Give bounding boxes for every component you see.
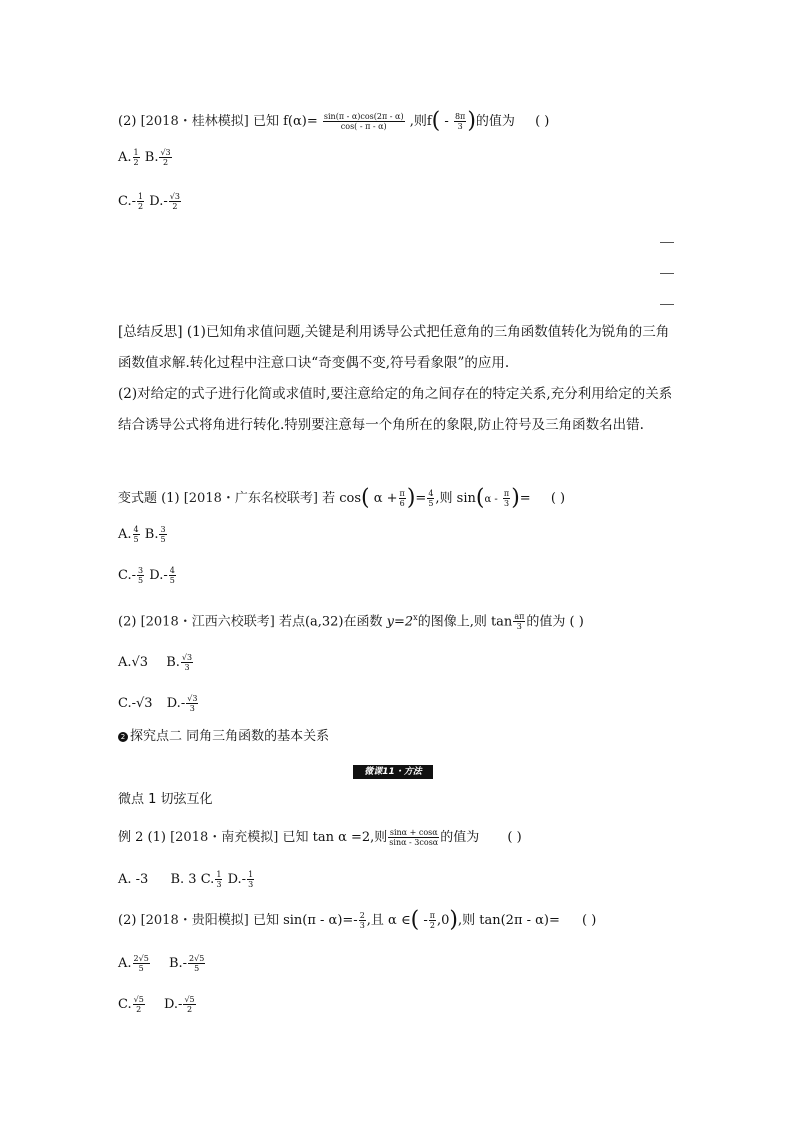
- numerator: √3: [160, 148, 171, 157]
- denominator: 3: [248, 880, 254, 889]
- minus-sign: -: [180, 696, 186, 711]
- paren-left: (: [475, 485, 485, 511]
- stem-text: ,则: [409, 114, 427, 129]
- numerator: √5: [133, 995, 144, 1004]
- answer-blank[interactable]: ( ): [569, 614, 584, 630]
- paren-right: ): [511, 485, 520, 511]
- stem-text: α -: [484, 494, 498, 505]
- denominator: 2: [133, 1004, 145, 1014]
- denominator: 5: [428, 499, 434, 508]
- fraction: [359, 911, 366, 930]
- options-cd: [118, 566, 177, 585]
- option-b-label[interactable]: B.: [168, 956, 183, 971]
- denominator: 2: [169, 201, 181, 211]
- fraction: [133, 148, 140, 167]
- options-cd: [118, 694, 199, 713]
- denominator: 3: [181, 662, 193, 672]
- paren-left: (: [431, 108, 441, 134]
- numerator: 4: [133, 525, 139, 534]
- fraction: [183, 995, 195, 1014]
- option-b-label[interactable]: B.: [166, 655, 180, 670]
- numerator: √5: [184, 995, 195, 1004]
- denominator: 5: [188, 963, 205, 973]
- fraction: [133, 995, 145, 1014]
- stem-text: ,0: [437, 913, 450, 928]
- equals-sign: =: [519, 491, 531, 506]
- denominator: 2: [429, 921, 435, 930]
- denominator: 2: [183, 1004, 195, 1014]
- source-reference: [2018・桂林模拟]: [140, 114, 249, 129]
- question-number: 变式题 (1): [118, 491, 180, 506]
- denominator: 3: [359, 921, 365, 930]
- options-cd: [118, 995, 197, 1014]
- example-2-1-stem: [118, 828, 522, 847]
- option-d-label[interactable]: D.: [227, 872, 242, 887]
- fraction: [503, 489, 510, 508]
- option-a[interactable]: A. -3: [118, 872, 149, 887]
- stem-text: 的值为: [440, 830, 480, 845]
- numerator: π: [503, 489, 510, 498]
- option-b[interactable]: B. 3: [170, 872, 197, 887]
- fraction: [247, 870, 254, 889]
- denominator: 3: [513, 621, 525, 631]
- fraction: [429, 911, 436, 930]
- paren-right: ): [467, 108, 476, 134]
- minus-sign: -: [182, 956, 188, 971]
- fraction: [133, 954, 150, 973]
- numerator: sinα + cosα: [389, 828, 438, 837]
- question-number: (2): [118, 913, 137, 928]
- numerator: √3: [181, 653, 193, 662]
- numerator: 1: [216, 870, 222, 879]
- numerator: 8π: [454, 112, 466, 121]
- option-c-label[interactable]: C.: [200, 872, 215, 887]
- numerator: 1: [248, 870, 254, 879]
- question-2-stem: [118, 108, 550, 134]
- function-name: f(α)=: [283, 114, 318, 129]
- answer-blank[interactable]: ( ): [550, 491, 566, 506]
- option-c-label[interactable]: C.: [118, 997, 132, 1012]
- stem-text: 的图像上,则 tan: [417, 614, 513, 630]
- function-name: y=2: [386, 614, 414, 630]
- paren-left: (: [361, 485, 370, 511]
- denominator: 5: [138, 576, 144, 585]
- stem-text: 已知 sin(π - α)=-: [252, 913, 358, 928]
- section-number-icon: 2: [118, 732, 128, 742]
- fraction: [388, 828, 439, 847]
- denominator: 5: [133, 535, 139, 544]
- fraction: [513, 612, 525, 631]
- option-c[interactable]: C.-√3: [118, 696, 153, 711]
- denominator: cos( - π - α): [323, 121, 405, 131]
- numerator: 3: [138, 566, 144, 575]
- micro-point-title: 微点 1 切弦互化: [118, 792, 213, 807]
- example-2-2-stem: [118, 907, 597, 933]
- option-b-label[interactable]: B.: [144, 150, 159, 165]
- margin-dash: [660, 273, 674, 274]
- fraction: [186, 694, 198, 713]
- stem-text: 若 cos: [322, 491, 361, 506]
- stem-text: ,且 α ∈: [366, 913, 411, 928]
- summary-paragraph-1: [总结反思] (1)已知角求值问题,关键是利用诱导公式把任意角的三角函数值转化为锐角的三角函数值求解.转化过程中注意口诀“奇变偶不变,符号看象限”的应用.: [118, 324, 670, 371]
- options-ab: [118, 653, 194, 672]
- numerator: 4: [169, 566, 175, 575]
- fraction: [399, 489, 406, 508]
- option-a-label[interactable]: A.: [118, 527, 132, 542]
- source-reference: [2018・南充模拟]: [170, 830, 279, 845]
- source-reference: [2018・广东名校联考]: [183, 491, 318, 506]
- stem-text: 已知: [252, 114, 279, 129]
- options-abcd: [118, 870, 255, 889]
- stem-text: 的值为: [526, 614, 566, 630]
- denominator: 5: [169, 576, 175, 585]
- denominator: 2: [133, 158, 139, 167]
- option-a-label[interactable]: A.: [118, 956, 132, 971]
- section-title: 探究点二 同角三角函数的基本关系: [130, 729, 330, 744]
- variant-2-stem: [118, 609, 584, 631]
- question-number: 例 2 (1): [118, 830, 166, 845]
- denominator: 5: [133, 963, 150, 973]
- fraction: [137, 192, 144, 211]
- fraction: [159, 148, 171, 167]
- options-cd: [118, 192, 182, 211]
- minus-sign: -: [178, 997, 183, 1012]
- fraction: [454, 112, 466, 131]
- fraction: [188, 954, 205, 973]
- denominator: 3: [216, 880, 222, 889]
- minus-sign: -: [131, 194, 137, 209]
- option-d-label[interactable]: D.: [163, 997, 179, 1012]
- denominator: 3: [186, 703, 198, 713]
- function-name: f: [426, 114, 432, 129]
- minus-sign: -: [163, 568, 168, 583]
- equals-sign: =: [415, 491, 427, 506]
- numerator: 2√5: [189, 954, 205, 963]
- denominator: 3: [504, 499, 510, 508]
- option-d-label[interactable]: D.: [166, 696, 181, 711]
- numerator: sin(π - α)cos(2π - α): [323, 112, 404, 121]
- paren-right: ): [449, 907, 458, 933]
- answer-blank[interactable]: ( ): [507, 830, 522, 845]
- answer-blank[interactable]: ( ): [582, 913, 597, 928]
- fraction: [133, 525, 140, 544]
- fraction: [169, 192, 181, 211]
- numerator: 4: [428, 489, 434, 498]
- section-heading: [118, 728, 329, 746]
- source-reference: [2018・江西六校联考]: [140, 614, 275, 630]
- numerator: π: [429, 911, 435, 920]
- denominator: 5: [160, 535, 166, 544]
- option-d-label[interactable]: D.: [149, 194, 164, 209]
- fraction: [169, 566, 176, 585]
- denominator: 2: [159, 157, 171, 167]
- minus-sign: -: [444, 114, 449, 129]
- options-ab: [118, 148, 173, 167]
- minus-sign: -: [423, 913, 428, 928]
- denominator: 6: [399, 499, 405, 508]
- numerator: 1: [133, 148, 139, 157]
- numerator: √3: [187, 694, 198, 703]
- summary-paragraph-2: (2)对给定的式子进行化简或求值时,要注意给定的角之间存在的特定关系,充分利用给定的关系结合诱导公式将角进行转化.特别要注意每一个角所在的象限,防止符号及三角函数名出错.: [118, 386, 673, 433]
- superscript: x: [413, 613, 418, 622]
- numerator: 1: [138, 192, 144, 201]
- stem-text: 已知 tan α =2,则: [282, 830, 388, 845]
- micro-lesson-banner: 微课11・方法: [353, 765, 433, 779]
- fraction: [215, 870, 222, 889]
- option-d-label[interactable]: D.: [149, 568, 164, 583]
- minus-sign: -: [131, 568, 137, 583]
- source-reference: [2018・贵阳模拟]: [140, 913, 249, 928]
- margin-dash: [660, 242, 674, 243]
- options-ab: [118, 954, 206, 973]
- option-a[interactable]: A.√3: [118, 655, 149, 670]
- fraction: [159, 525, 166, 544]
- answer-blank[interactable]: ( ): [535, 114, 550, 129]
- paren-right: ): [406, 485, 416, 511]
- numerator: π: [399, 489, 405, 498]
- fraction: [323, 112, 405, 131]
- stem-text: ,则 sin: [435, 491, 476, 506]
- denominator: 3: [454, 121, 466, 131]
- fraction: [137, 566, 144, 585]
- numerator: √3: [169, 192, 180, 201]
- option-a-label[interactable]: A.: [118, 150, 132, 165]
- stem-text: ,则 tan(2π - α)=: [458, 913, 560, 928]
- numerator: 2: [359, 911, 365, 920]
- denominator: 2: [138, 202, 144, 211]
- stem-text: α +: [373, 491, 398, 506]
- fraction: [427, 489, 434, 508]
- options-ab: [118, 525, 168, 544]
- option-c-label[interactable]: C.: [118, 568, 132, 583]
- variant-1-stem: [118, 485, 566, 511]
- option-b-label[interactable]: B.: [144, 527, 159, 542]
- denominator: sinα - 3cosα: [389, 838, 439, 847]
- question-number: (2): [118, 114, 137, 129]
- numerator: 2√5: [133, 954, 149, 963]
- question-number: (2): [118, 614, 137, 630]
- stem-text: 若点(a,32)在函数: [278, 614, 383, 630]
- stem-text: 的值为: [475, 114, 515, 129]
- fraction: [181, 653, 193, 672]
- minus-sign: -: [163, 194, 168, 209]
- paren-left: (: [410, 907, 420, 933]
- minus-sign: -: [241, 872, 247, 887]
- margin-dash: [660, 304, 674, 305]
- option-c-label[interactable]: C.: [118, 194, 132, 209]
- numerator: 3: [160, 525, 166, 534]
- numerator: aπ: [514, 612, 525, 622]
